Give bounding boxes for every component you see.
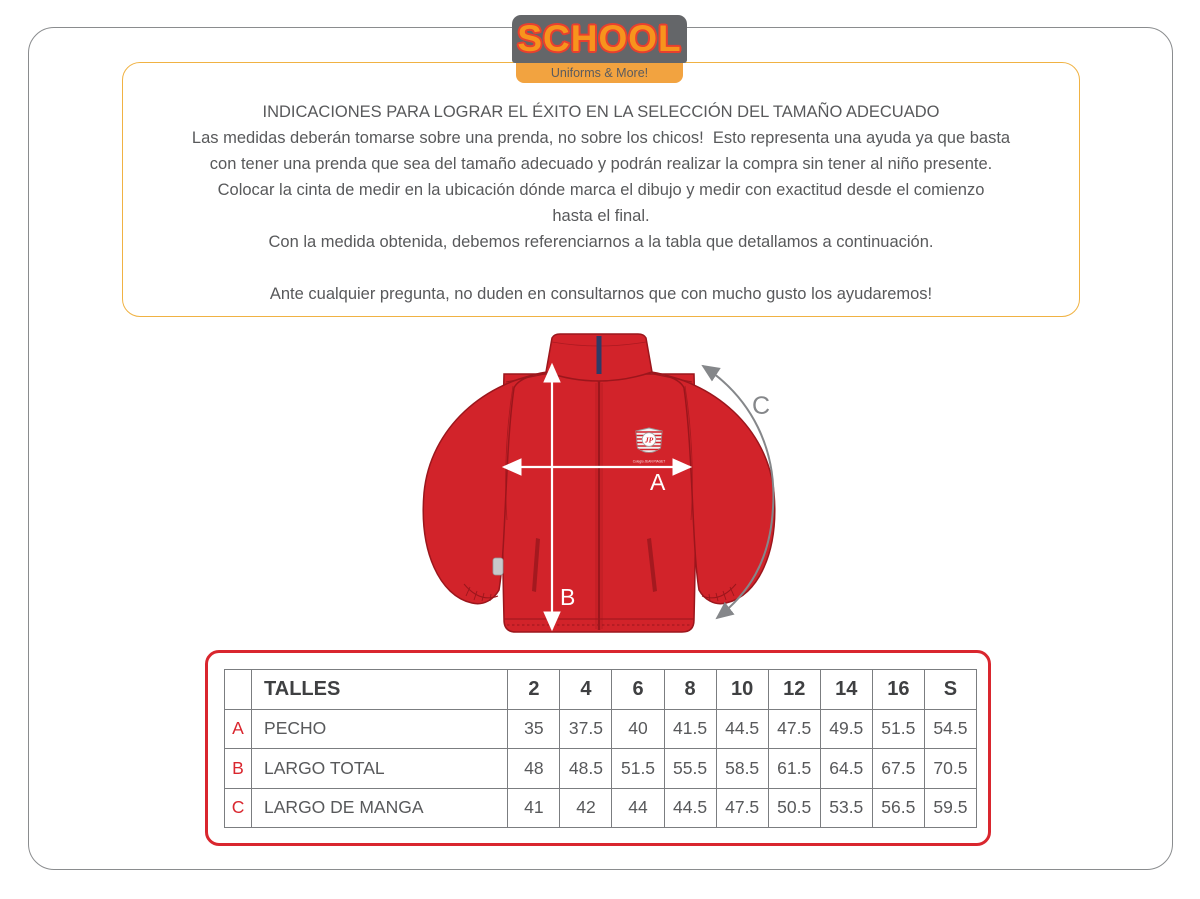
size-value: 59.5: [924, 788, 976, 828]
size-col-header: 10: [716, 670, 768, 710]
size-table-row: [225, 749, 977, 789]
logo-subtitle: Uniforms & More!: [550, 66, 649, 80]
instructions-line: Con la medida obtenida, debemos referenciarnos a la tabla que detallamos a continuación.: [268, 233, 934, 251]
size-value: 40: [612, 709, 664, 749]
size-value: 35: [508, 709, 560, 749]
size-value: 41: [508, 788, 560, 828]
size-value: 47.5: [716, 788, 768, 828]
row-label: PECHO: [252, 709, 508, 749]
row-letter: B: [225, 749, 252, 789]
size-table-header-row: [225, 670, 977, 710]
size-value: 44.5: [664, 788, 716, 828]
size-value: 44: [612, 788, 664, 828]
logo-title: SCHOOL: [517, 18, 682, 59]
label-sleeve-length: C: [752, 392, 771, 420]
corner-cell: [225, 670, 252, 710]
size-value: 42: [560, 788, 612, 828]
instructions-line: [123, 255, 1079, 281]
jacket-collar: [546, 334, 652, 381]
row-label: LARGO TOTAL: [252, 749, 508, 789]
instructions-line: Ante cualquier pregunta, no duden en consultarnos que con mucho gusto los ayudaremos!: [269, 285, 933, 303]
size-value: 49.5: [820, 709, 872, 749]
size-col-header: 4: [560, 670, 612, 710]
size-value: 55.5: [664, 749, 716, 789]
size-value: 51.5: [612, 749, 664, 789]
logo: [512, 15, 687, 83]
instructions-title: INDICACIONES PARA LOGRAR EL ÉXITO EN LA SELECCIÓN DEL TAMAÑO ADECUADO: [262, 103, 940, 121]
size-col-header: 14: [820, 670, 872, 710]
talles-header: TALLES: [252, 670, 508, 710]
logo-banner: [516, 63, 683, 83]
instructions-line: Las medidas deberán tomarse sobre una prenda, no sobre los chicos! Esto representa una ayuda ya que basta: [191, 129, 1011, 147]
jacket-illustration: [400, 330, 800, 660]
size-table-body: [225, 709, 977, 828]
label-total-length: B: [560, 584, 576, 610]
size-col-header: 6: [612, 670, 664, 710]
size-value: 48.5: [560, 749, 612, 789]
size-value: 50.5: [768, 788, 820, 828]
size-value: 51.5: [872, 709, 924, 749]
instructions-box: [122, 62, 1080, 317]
size-col-header: 2: [508, 670, 560, 710]
instructions-line: con tener una prenda que sea del tamaño adecuado y podrán realizar la compra sin tener al niño presente.: [209, 155, 993, 173]
label-chest: A: [650, 469, 666, 495]
size-col-header: 16: [872, 670, 924, 710]
size-value: 64.5: [820, 749, 872, 789]
size-table-card: [205, 650, 991, 846]
instructions-line: hasta el final.: [552, 207, 650, 225]
size-value: 44.5: [716, 709, 768, 749]
size-value: 54.5: [924, 709, 976, 749]
reflective-tab: [493, 558, 503, 575]
size-value: 47.5: [768, 709, 820, 749]
jacket-diagram: [400, 330, 800, 660]
size-value: 58.5: [716, 749, 768, 789]
instructions-line: Colocar la cinta de medir en la ubicación dónde marca el dibujo y medir con exactitud desde el comienzo: [217, 181, 985, 199]
zipper-top-navy: [597, 336, 602, 374]
size-value: 53.5: [820, 788, 872, 828]
size-col-header: 8: [664, 670, 716, 710]
crest-caption: Colegio JEAN PIAGET: [632, 459, 666, 464]
size-col-header: S: [924, 670, 976, 710]
size-value: 48: [508, 749, 560, 789]
size-value: 41.5: [664, 709, 716, 749]
size-value: 70.5: [924, 749, 976, 789]
size-table-row: [225, 709, 977, 749]
size-table: [224, 669, 977, 828]
size-col-header: 12: [768, 670, 820, 710]
size-table-row: [225, 788, 977, 828]
row-letter: A: [225, 709, 252, 749]
row-label: LARGO DE MANGA: [252, 788, 508, 828]
size-value: 67.5: [872, 749, 924, 789]
size-value: 37.5: [560, 709, 612, 749]
size-value: 56.5: [872, 788, 924, 828]
size-value: 61.5: [768, 749, 820, 789]
instructions-lines: [123, 125, 1079, 307]
crest-monogram: JP: [644, 435, 654, 445]
row-letter: C: [225, 788, 252, 828]
logo-box: [512, 15, 687, 63]
